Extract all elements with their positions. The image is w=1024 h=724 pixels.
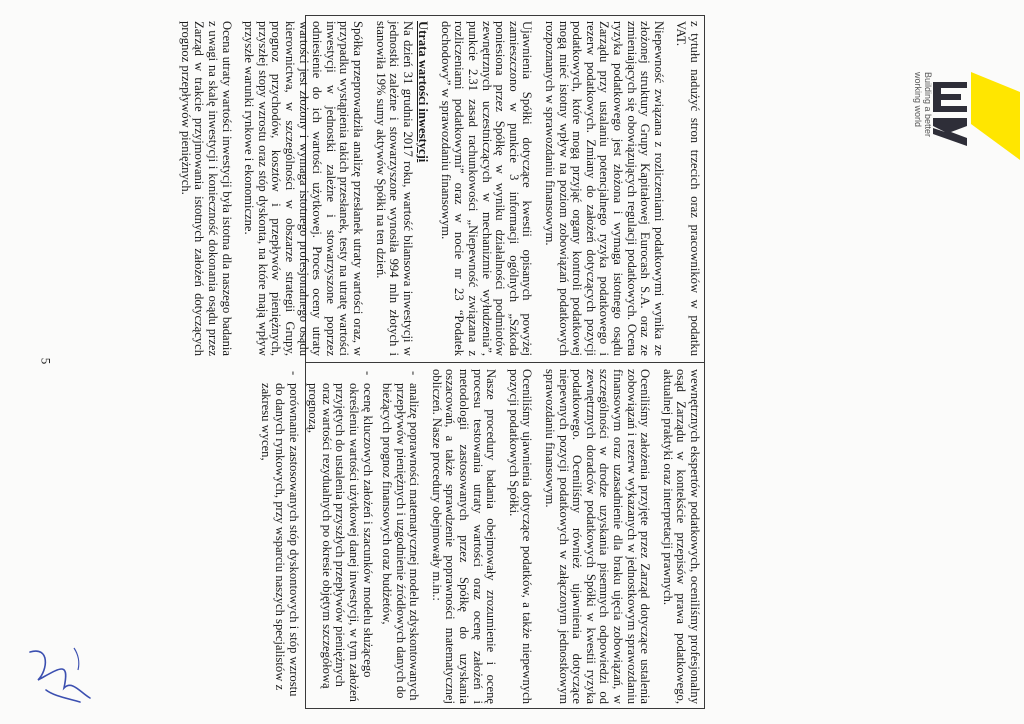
logo-tagline-1: Building a better [923,72,933,138]
right-paragraph-2: Oceniliśmy założenia przyjęte przez Zarząd dotyczące ustalenia zobowiązań i rezerw wykazanych w jednostkowym sprawozdaniu finansowym oraz uzasadnienie dla braku ujęcia zobowiązań, w szczególności w drodze uzyskania pisemnych odpowiedzi od zewnętrznych doradców podatkowych Spółki w kwestii ryzyka podatkowego. Oceniliśmy również ujawnienia dotyczące niepewnych pozycji podatkowych w załączonym jednostkowym sprawozdaniu finansowym. [543,369,653,704]
page-number: 5 [38,357,54,365]
left-column [169,21,701,356]
right-paragraph-1: wewnętrznych ekspertów podatkowych, oceniliśmy profesjonalny osąd Zarządu w kontekście przepisów prawa podatkowego, aktualnej praktyki oraz interpretacji prawnych. [660,369,702,704]
right-column [253,369,701,704]
document-table [178,15,705,709]
procedure-item-3: - porównanie zastosowanych stóp dyskontowych i stóp wzrostu do danych rynkowych, przy wsparciu naszych specjalistów z zakresu wycen, [259,369,300,704]
left-paragraph-5: Spółka przeprowadziła analizę przesłanek utraty wartości oraz, w przypadku wystąpienia takich przesłanek, testy na utratę wartości inwestycji w jednostki zależne i stowarzyszone poprzez odniesienie do ich wartości użytkowej. Proces oceny utraty wartości jest złożony i wymaga istotnego profesjonalnego osądu kierownictwa, w szczególności w obszarze strategii Grupy, prognoz przychodów, kosztów i przepływów pieniężnych, przyszłej stopy wzrostu oraz stóp dyskonta, na które mają wpływ przyszłe warunki rynkowe i ekonomiczne. [242,21,365,356]
right-paragraph-4: Nasze procedury badania obejmowały zrozumienie i ocenę procesu testowania utraty wartości oraz ocenę założeń i metodologii zastosowanych przez Spółkę do uzyskania oszacowań, a także sprawdzenie poprawności matematycznej obliczeń. Nasze procedury obejmowały m.in.: [429,369,499,704]
procedure-item-1: - analizę poprawności matematycznej modelu zdyskontowanych przepływów pieniężnych i uzgodnienie źródłowych danych do bieżących prognoz finansowych oraz budżetów, [380,369,421,704]
procedure-list [259,369,421,704]
left-paragraph-2: Niepewność związana z rozliczeniami podatkowymi wynika ze złożonej struktury Grupy Kapitałowej Eurocash S.A. oraz ze zmieniających się obowiązujących regulacji podatkowych. Ocena ryzyka podatkowego jest złożona i wymaga istotnego osądu Zarządu przy ustalaniu potencjalnego ryzyka podatkowego i rezerw podatkowych. Zmiany do założeń dotyczących pozycji podatkowych, które mogą przyjąć organy kontroli podatkowej mogą mieć istotny wpływ na poziom zobowiązań podatkowych rozpoznanych w sprawozdaniu finansowym. [543,21,666,356]
signature-mark [20,640,100,710]
logo-tagline-2: working world [913,72,923,128]
section-heading: Utrata wartości inwestycji [416,21,431,163]
left-paragraph-6: Ocena utraty wartości inwestycji była istotna dla naszego badania z uwagi na skalę inwestycji i konieczność dokonania osądu przez Zarząd w trakcie przyjmowania istotnych założeń dotyczących prognoz przepływów pieniężnych. [178,21,234,356]
ey-logo [905,72,1020,222]
left-paragraph-1: z tytułu nadużyć stron trzecich oraz pracowników w podatku VAT. [674,21,702,356]
right-paragraph-3: Oceniliśmy ujawnienia dotyczące podatków, a także niepewnych pozycji podatkowych Spółki. [506,369,535,704]
procedure-item-2: - ocenę kluczowych założeń i szacunków modelu służącego określeniu wartości użytkowej danej inwestycji, w tym założeń przyjętych do ustalenia przyszłych przepływów pieniężnych oraz wartości rezydualnych po okresie objętym szczegółową prognozą, [306,369,374,704]
left-paragraph-3: Ujawnienia Spółki dotyczące kwestii opisanych powyżej zamieszczono w punkcie 3 informacji ogólnych „Szkoda poniesiona przez Spółkę w wyniku działalności podmiotów zewnętrznych uczestniczących w mechanizmie wyłudzenia”, punkcie 2.31 zasad rachunkowości „Niepewność związana z rozliczeniami podatkowymi” oraz w nocie nr 23 “Podatek dochodowy” w sprawozdaniu finansowym. [438,21,535,356]
left-paragraph-4: Na dzień 31 grudnia 2017 roku, wartość bilansowa inwestycji w jednostki zależne i stowarzyszone wynosiła 994 mln złotych i stanowiła 19% sumy aktywów Spółki na ten dzień. [373,21,415,356]
column-divider [305,362,705,363]
